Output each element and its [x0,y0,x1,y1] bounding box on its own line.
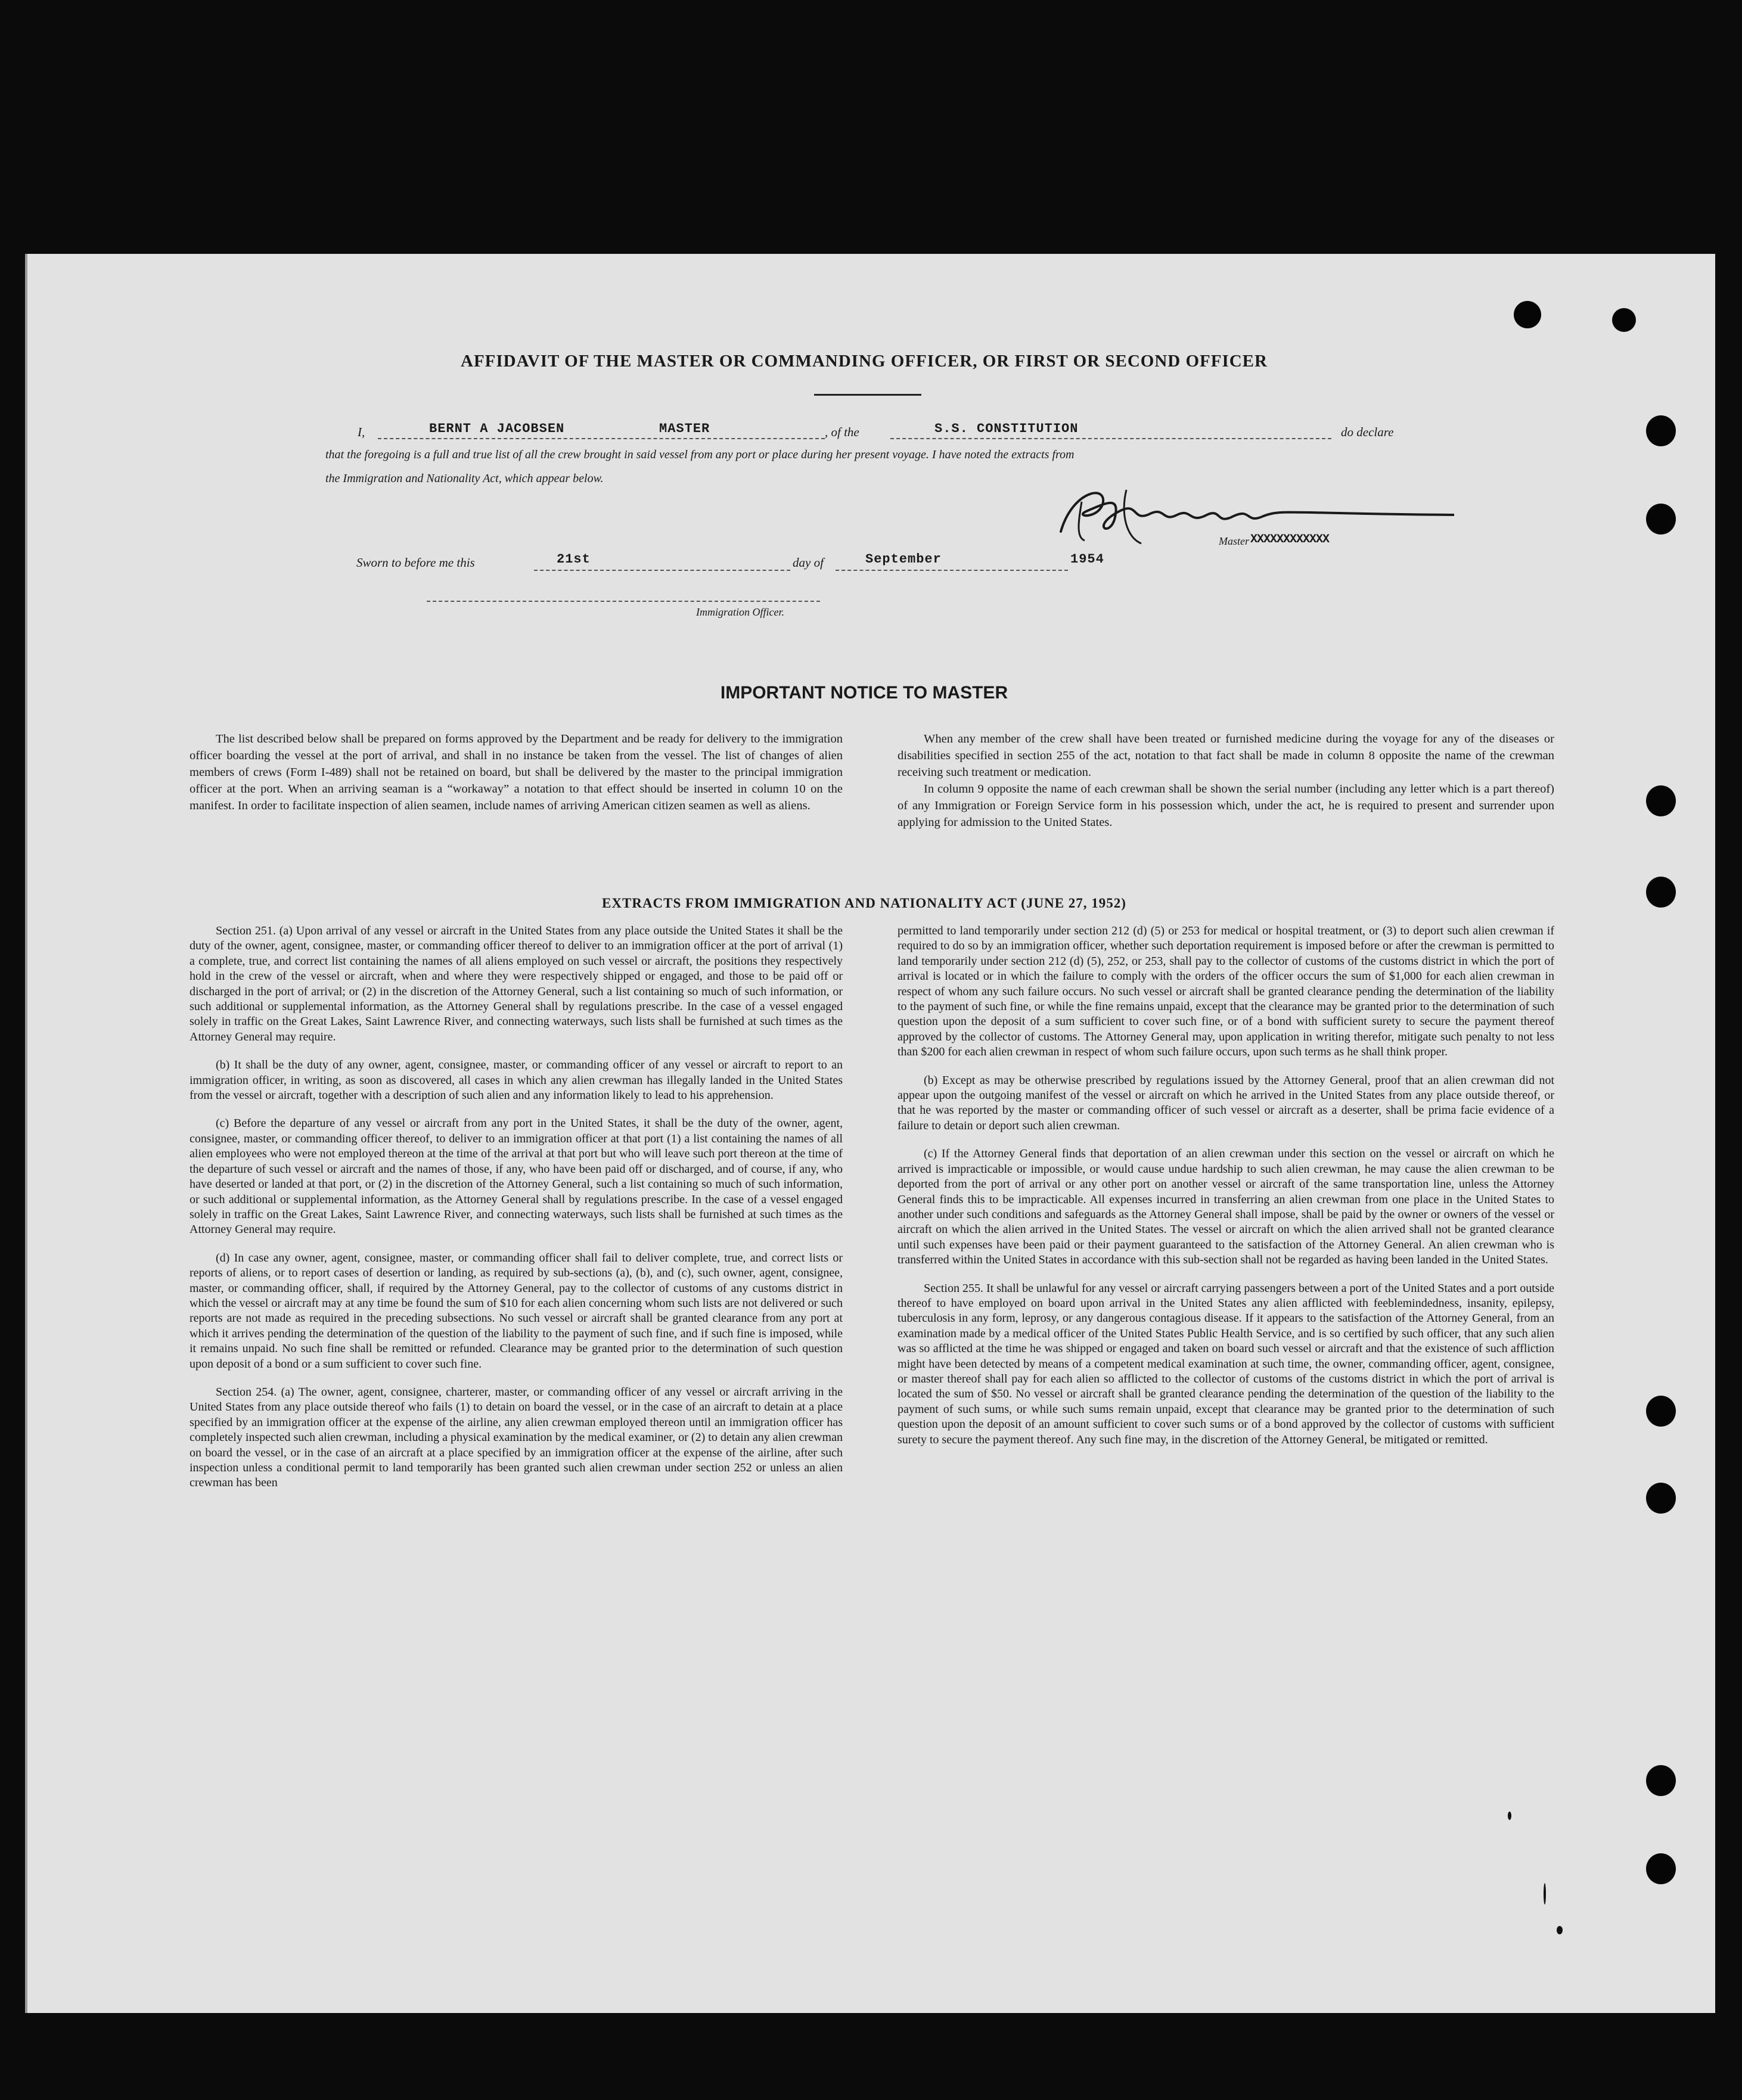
extracts-left-column [190,924,843,1491]
punch-hole [1646,785,1676,816]
master-struck-text: XXXXXXXXXXXX [1250,533,1330,546]
title-underline [814,394,921,396]
sworn-label: Sworn to before me this [356,555,475,570]
punch-hole [1646,1765,1676,1796]
punch-hole [1646,504,1676,535]
extracts-right-column [898,924,1554,1447]
notice-left-column [190,731,843,814]
do-declare-label: do declare [1341,425,1394,439]
declaration-line-2: the Immigration and Nationality Act, which appear below. [325,472,604,485]
sworn-month: September [865,552,942,567]
notice-left-paragraph: The list described below shall be prepared on forms approved by the Department and be ready for delivery to the immigration officer boarding the vessel at the port of arrival, and shall in no instance be taken from the vessel. The list of changes of alien members of crews (Form I-489) shall not be retained on board, but shall be delivered by the master to the principal immigration officer at the port. When an arriving seaman is a “workaway” a notation to that effect should be inserted in column 10 on the manifest. In order to facilitate inspection of alien seamen, include names of arriving American citizen seamen as well as aliens. [190,732,843,812]
of-the-label: , of the [825,425,859,439]
i-label: I, [358,425,365,439]
punch-hole [1514,301,1541,328]
section-255: Section 255. It shall be unlawful for any vessel or aircraft carrying passengers between a port of the United States and a port outside thereof to have employed on board upon arrival in the United States any alien afflicted with feeblemindedness, insanity, epilepsy, tuberculosis in any form, leprosy, or any dangerous contagious disease. If it appears to the satisfaction of the Attorney General, from an examination made by a medical officer of the United States Public Health Service, and is so certified by such officer, that any such alien was so afflicted at the time he was shipped or engaged and taken on board such vessel or aircraft and that the existence of such affliction might have been detected by means of a competent medical examination at such time, the owner, commanding officer, agent, consignee, or master thereof shall pay for each alien so afflicted to the collector of customs of the customs district in which the port of arrival is located the sum of $50. No vessel or aircraft shall be granted clearance pending the determination of the question of the liability to the payment of such sums, or while such sums remain unpaid, except that clearance may be granted prior to the determination of such question upon the deposit of an amount sufficient to cover such sums or of a bond approved by the collector of customs with sufficient surety to secure the payment thereof. Any such fine may, in the discretion of the Attorney General, be mitigated or remitted. [898,1281,1554,1446]
ink-speck [1557,1926,1563,1934]
name-line [378,438,825,439]
ink-speck [1544,1883,1546,1905]
notice-right-paragraph-1: When any member of the crew shall have been treated or furnished medicine during the voyage for any of the diseases or disabilities specified in section 255 of the act, notation to that fact shall be made in column 8 opposite the name of the crewman receiving such treatment or medication. [898,732,1554,779]
day-of-label: day of [793,555,824,570]
extracts-title: EXTRACTS FROM IMMIGRATION AND NATIONALITY ACT (JUNE 27, 1952) [602,896,1126,911]
punch-hole [1612,308,1636,332]
sworn-year: 1954 [1070,552,1104,567]
master-rank: MASTER [659,421,710,436]
section-254b: (b) Except as may be otherwise prescribed by regulations issued by the Attorney General, proof that an alien crewman did not appear upon the outgoing manifest of the vessel or aircraft on which he arrived in the United States from any place outside thereof, or that he was reported by the master or commanding officer of such vessel or aircraft as a deserter, shall be prima facie evidence of a failure to detain or deport such alien crewman. [898,1073,1554,1132]
ink-speck [1508,1812,1511,1820]
month-line [836,570,1068,571]
section-254a-continued: permitted to land temporarily under section 212 (d) (5) or 253 for medical or hospital treatment, or (3) to deport such alien crewman if required to do so by an immigration officer, whether such deportation requirement is imposed before or after the crewman is permitted to land temporarily under section 212 (d) (5), 252, or 253, shall pay to the collector of customs of the customs district in which the port of arrival is located or in which the failure to comply with the orders of the officer occurs the sum of $1,000 for each alien crewman in respect of whom any such failure occurs. No such vessel or aircraft shall be granted clearance pending the determination of the liability to the payment of such fine, or while the fine remains unpaid, except that the clearance may be granted prior to the determination of such question upon the deposit of a sum sufficient to cover such fine, or of a bond with sufficient surety to secure the payment thereof approved by the collector of customs. The Attorney General may, upon application in writing therefor, mitigate such penalty to not less than $200 for each alien crewman in respect of whom such failure occurs, upon such terms as he shall think proper. [898,924,1554,1059]
notice-title: IMPORTANT NOTICE TO MASTER [720,683,1008,703]
punch-hole [1646,1853,1676,1884]
notice-right-paragraph-2: In column 9 opposite the name of each crewman shall be shown the serial number (including any letter which is a part thereof) of any Immigration or Foreign Service form in his possession which, under the act, he is required to present and surrender upon applying for admission to the United States. [898,782,1554,829]
section-251d: (d) In case any owner, agent, consignee, master, or commanding officer shall fail to deliver complete, true, and correct lists or reports of aliens, or to report cases of desertion or landing, as required by sub-sections (a), (b), and (c), such owner, agent, consignee, master, or commanding officer, shall, if required by the Attorney General, pay to the collector of customs of any customs district in which the vessel or aircraft may at any time be found the sum of $10 for each alien concerning whom such lists are not delivered or such reports are not made as required in the preceding subsections. No such vessel or aircraft shall be granted clearance from any port at which it arrives pending the determination of the question of the liability to the payment of such fine, and if such fine is imposed, while it remains unpaid. No such fine shall be remitted or refunded. Clearance may be granted prior to the determination of such question upon deposit of a bond or a sum sufficient to cover such fine. [190,1251,843,1371]
officer-signature-line [427,601,820,602]
punch-hole [1646,1396,1676,1427]
section-254a: Section 254. (a) The owner, agent, consignee, charterer, master, or commanding officer of any vessel or aircraft arriving in the United States from any place outside thereof who fails (1) to detain on board the vessel, or in the case of an aircraft to detain at a place specified by an immigration officer at the expense of the airline, any alien crewman employed thereon until an immigration officer has completely inspected such alien crewman, including a physical examination by the medical examiner, or (2) to detain any alien crewman on board the vessel, or in the case of an aircraft at a place specified by an immigration officer at the expense of the airline, after such inspection unless a conditional permit to land temporarily has been granted such alien crewman under section 252 or unless an alien crewman has been [190,1385,843,1490]
day-line [534,570,790,571]
declaration-line-1: that the foregoing is a full and true list of all the crew brought in said vessel from any port or place during her present voyage. I have noted the extracts from [325,448,1075,461]
punch-hole [1646,1483,1676,1514]
notice-right-column [898,731,1554,831]
section-251c: (c) Before the departure of any vessel or aircraft from any port in the United States, it shall be the duty of the owner, agent, consignee, master, or commanding officer thereof, to deliver to an immigration officer at that port (1) a list containing the names of all alien employees who were not employed thereon at the time of the arrival at that port but who will leave such port thereon at the time of the departure of such vessel or aircraft and the names of those, if any, who have been paid off or discharged, and of course, if any, who have deserted or landed at that port, or (2) in the discretion of the Attorney General, such a list containing so much of such information, or such additional or supplemental information, as the Attorney General shall by regulations prescribe. In the case of a vessel engaged solely in traffic on the Great Lakes, Saint Lawrence River, and connecting waterways, such lists shall be furnished at such times as the Attorney General may require. [190,1117,843,1237]
vessel-name: S.S. CONSTITUTION [934,421,1079,436]
section-251a: Section 251. (a) Upon arrival of any vessel or aircraft in the United States from any place outside the United States it shall be the duty of the owner, agent, consignee, master, or commanding officer thereof to deliver to an immigration officer at the port of arrival (1) a complete, true, and correct list containing the names of all aliens employed on such vessel or aircraft, the positions they respectively hold in the crew of the vessel or aircraft, when and where they were respectively shipped or engaged, and those to be paid off or discharged in the port of arrival; or (2) in the discretion of the Attorney General, such a list containing so much of such information, or such additional or supplemental information, as the Attorney General shall by regulations prescribe. In the case of a vessel engaged solely in traffic on the Great Lakes, Saint Lawrence River, and connecting waterways, such lists shall be furnished at such times as the Attorney General may require. [190,924,843,1043]
affidavit-title: AFFIDAVIT OF THE MASTER OR COMMANDING OFFICER, OR FIRST OR SECOND OFFICER [461,352,1268,371]
sworn-day: 21st [557,552,591,567]
master-label: Master [1219,535,1249,547]
immigration-officer-label: Immigration Officer. [696,606,784,618]
punch-hole [1646,415,1676,446]
section-254c: (c) If the Attorney General finds that deportation of an alien crewman under this section on the vessel or aircraft on which he arrived is impracticable or impossible, or would cause undue hardship to such alien crewman, he may cause the alien crewman to be deported from the port of arrival or any other port on another vessel or aircraft of the same transportation line, unless the Attorney General finds this to be impracticable. All expenses incurred in transferring an alien crewman from one place in the United States to another under such conditions and safeguards as the Attorney General shall impose, shall be paid by the owner or owners of the vessel or aircraft on which the alien arrived in the United States. The vessel or aircraft on which the alien arrived shall not be granted clearance until such expenses have been paid or their payment guaranteed to the satisfaction of the Attorney General. An alien crewman who is transferred within the United States in accordance with this sub-section shall not be regarded as having been landed in the United States. [898,1147,1554,1267]
vessel-line [890,438,1331,439]
section-251b: (b) It shall be the duty of any owner, agent, consignee, master, or commanding officer of any vessel or aircraft to report to an immigration officer, in writing, as soon as discovered, all cases in which any alien crewman has illegally landed in the United States from the vessel or aircraft, together with a description of such alien and any information likely to lead to his apprehension. [190,1058,843,1102]
master-name: BERNT A JACOBSEN [429,421,565,436]
